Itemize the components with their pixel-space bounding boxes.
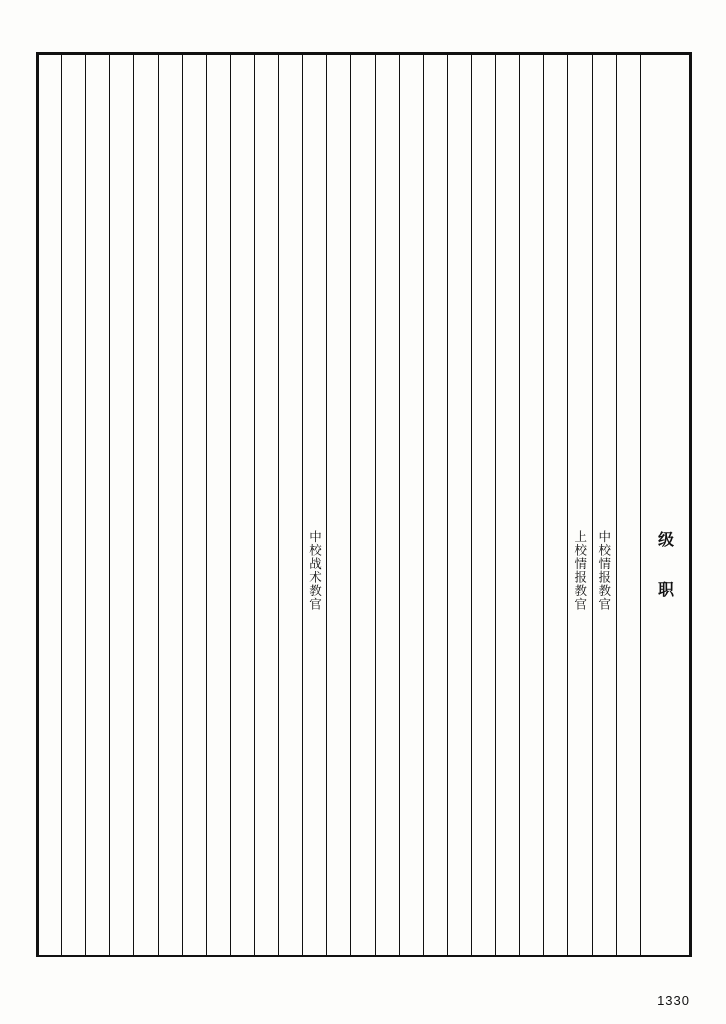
- roster-table: [38, 54, 690, 957]
- roster-table-container: [36, 52, 692, 957]
- rank-cell: [520, 55, 544, 958]
- rank-cell: [351, 55, 375, 958]
- rank-cell: [496, 55, 520, 958]
- rank-cell: [254, 55, 278, 958]
- rank-cell: [375, 55, 399, 958]
- rank-cell: 中校情报教官: [592, 55, 616, 958]
- rank-cell: [616, 55, 640, 958]
- rank-cell: [447, 55, 471, 958]
- rank-cell: [279, 55, 303, 958]
- rank-cell: [134, 55, 158, 958]
- rank-cell: [62, 55, 86, 958]
- rank-cell: 上校情报教官: [568, 55, 592, 958]
- table-row-rank: [39, 55, 690, 958]
- rank-cell: [399, 55, 423, 958]
- rank-cell: [39, 55, 62, 958]
- rank-cell: [86, 55, 110, 958]
- rank-cell: [158, 55, 182, 958]
- rank-cell: [182, 55, 206, 958]
- rank-cell: [423, 55, 447, 958]
- rank-cell: [206, 55, 230, 958]
- rank-cell: [327, 55, 351, 958]
- rank-cell: 中校战术教官: [303, 55, 327, 958]
- rank-cell: [110, 55, 134, 958]
- page-number: 1330: [657, 993, 690, 1008]
- rank-cell: [544, 55, 568, 958]
- rank-cell: [471, 55, 495, 958]
- rank-cell: [230, 55, 254, 958]
- column-header-rank: 级 职: [640, 55, 689, 958]
